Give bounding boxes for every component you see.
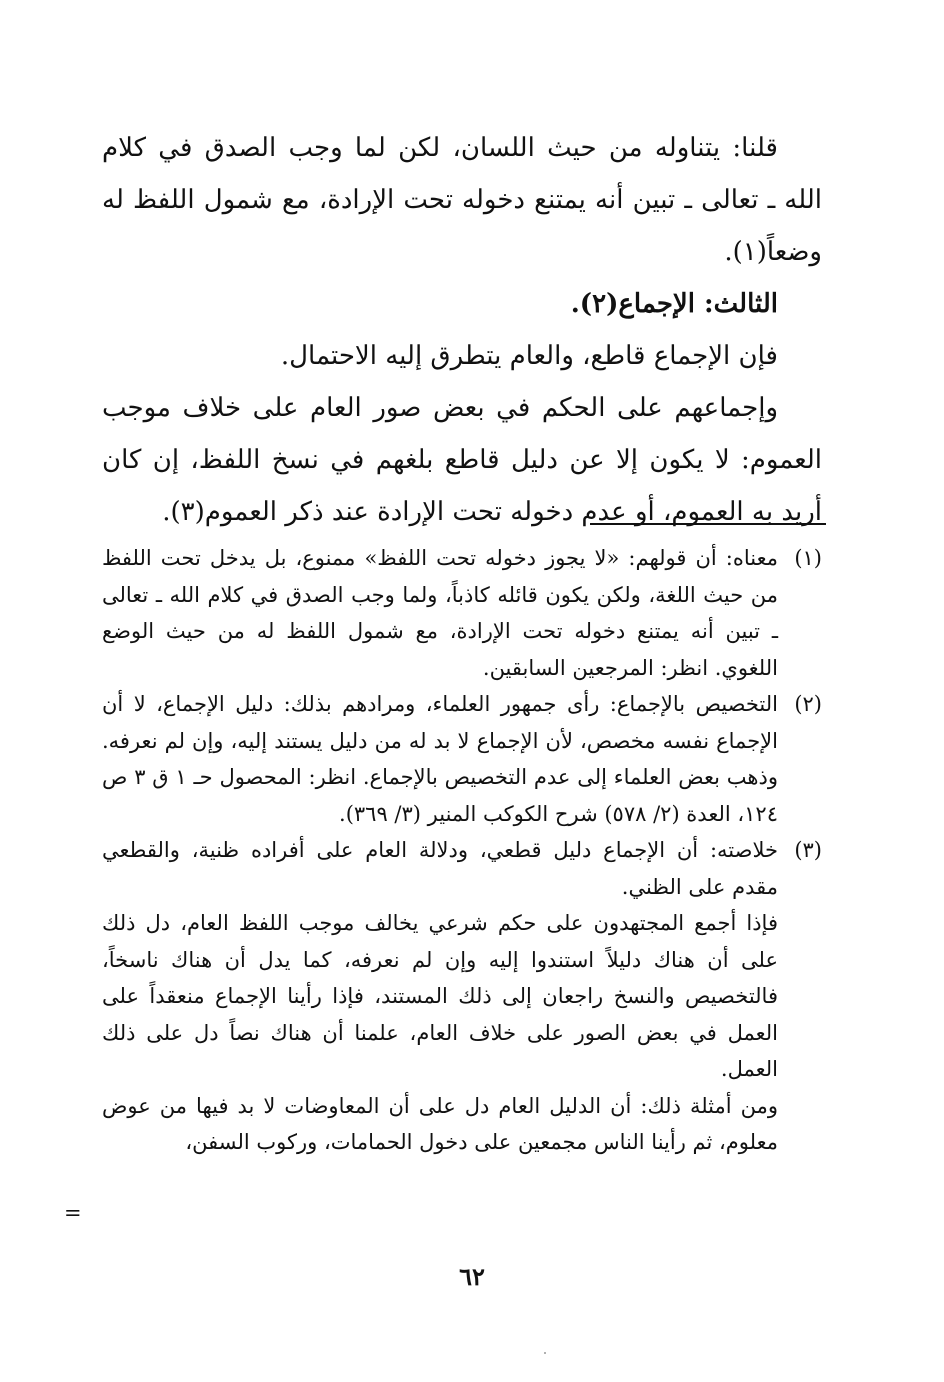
footnote-number: (٢) bbox=[794, 692, 822, 716]
footnote-text: خلاصته: أن الإجماع دليل قطعي، ودلالة العام على أفراده ظنية، والقطعي مقدم على الظني. bbox=[102, 838, 778, 899]
footnote-number: (١) bbox=[794, 546, 822, 570]
footnote bbox=[102, 686, 822, 832]
footnote-text: معناه: أن قولهم: «لا يجوز دخوله تحت اللفظ» ممنوع، بل يدخل تحت اللفظ من حيث اللغة، ولكن يكون قائله كاذباً، ولما وجب الصدق في كلام الله ـ تعالى ـ تبين أنه يمتنع دخوله تحت الإرادة، مع شمول اللفظ له من حيث الوضع اللغوي. انظر: المرجعين السابقين. bbox=[102, 546, 778, 680]
main-paragraph: وإجماعهم على الحكم في بعض صور العام على خلاف موجب العموم: لا يكون إلا عن دليل قاطع بلغهم في نسخ اللفظ، إن كان أريد به العموم، أو عدم دخوله تحت الإرادة عند ذكر العموم(٣). bbox=[102, 393, 822, 527]
continuation-mark: = bbox=[64, 1201, 82, 1225]
page-number: ٦٢ bbox=[459, 1262, 485, 1291]
section-heading: الثالث: الإجماع(٢). bbox=[570, 289, 778, 319]
footnote-text: التخصيص بالإجماع: رأى جمهور العلماء، ومرادهم بذلك: دليل الإجماع، لا أن الإجماع نفسه مخصص، لأن الإجماع لا بد له من دليل يستند إليه، وإن لم نعرفه. وذهب بعض العلماء إلى عدم التخصيص بالإجماع. انظر: المحصول حـ ١ ق ٣ ص ١٢٤، العدة (٢/ ٥٧٨) شرح الكوكب المنير (٣/ ٣٦٩). bbox=[102, 692, 778, 826]
footnote-continuation: فإذا أجمع المجتهدون على حكم شرعي يخالف موجب اللفظ العام، دل ذلك على أن هناك دليلاً استندوا إليه وإن لم نعرفه، كما يدل أن هناك ناسخاً، فالتخصيص والنسخ راجعان إلى ذلك المستند، فإذا رأينا الإجماع منعقداً على العمل في بعض الصور على خلاف العام، علمنا أن هناك نصاً دل على ذلك العمل. bbox=[102, 911, 778, 1081]
footnote bbox=[102, 540, 822, 686]
footnotes bbox=[102, 540, 822, 1161]
main-text bbox=[102, 122, 822, 538]
footnote-continuation: ومن أمثلة ذلك: أن الدليل العام دل على أن المعاوضات لا بد فيها من عوض معلوم، ثم رأينا الناس مجمعين على دخول الحمامات، وركوب السفن، bbox=[102, 1093, 778, 1154]
footnote bbox=[102, 832, 822, 905]
main-paragraph: قلنا: يتناوله من حيث اللسان، لكن لما وجب الصدق في كلام الله ـ تعالى ـ تبين أنه يمتنع دخوله تحت الإرادة، مع شمول اللفظ له وضعاً(١). bbox=[102, 133, 822, 267]
footnote-number: (٣) bbox=[794, 838, 822, 862]
main-paragraph: فإن الإجماع قاطع، والعام يتطرق إليه الاحتمال. bbox=[280, 341, 778, 371]
footnote-divider bbox=[590, 523, 826, 525]
scan-dot bbox=[544, 1352, 546, 1354]
